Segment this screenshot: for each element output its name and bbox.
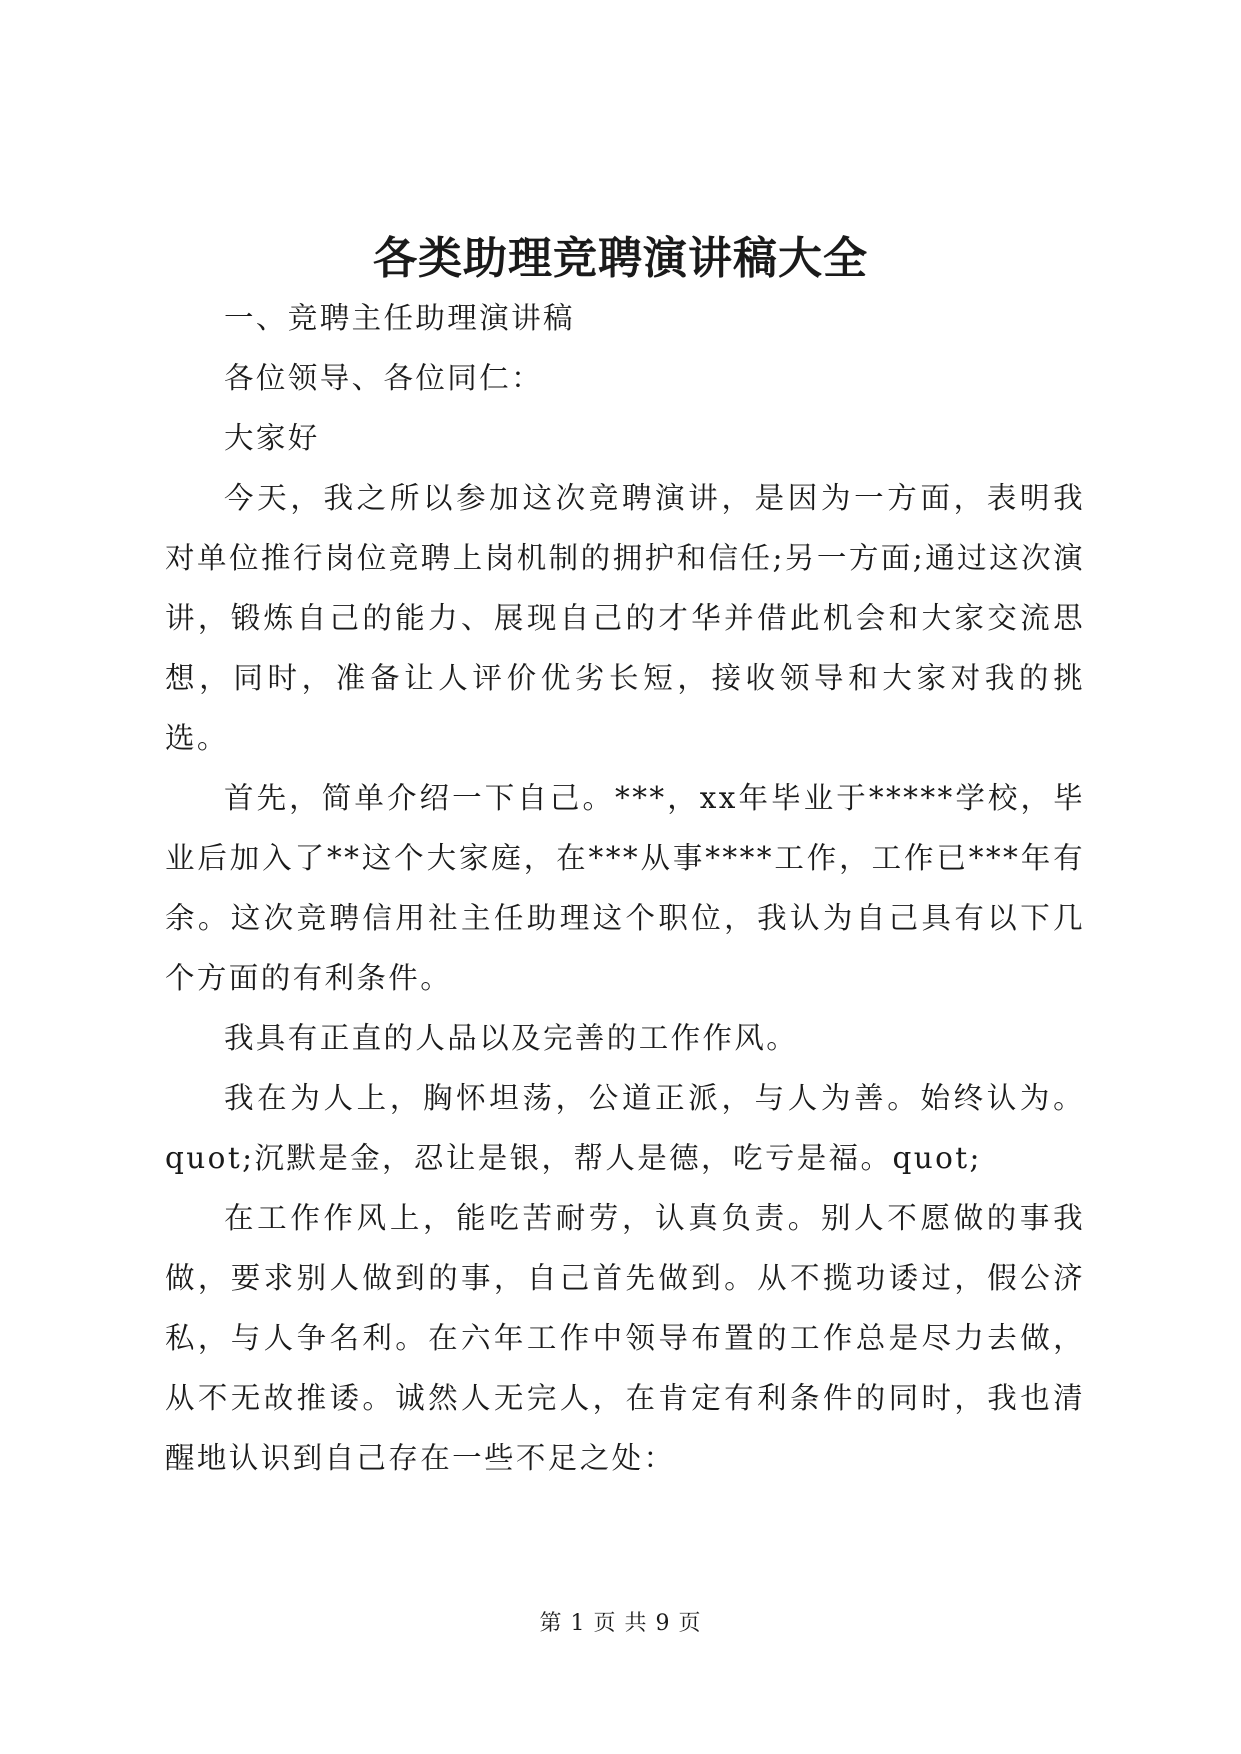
- paragraph: 今天，我之所以参加这次竞聘演讲，是因为一方面，表明我对单位推行岗位竞聘上岗机制的拥护和信任;另一方面;通过这次演讲，锻炼自己的能力、展现自己的才华并借此机会和大家交流思想，同时，准备让人评价优劣长短，接收领导和大家对我的挑选。: [165, 481, 1085, 755]
- salutation: 各位领导、各位同仁：: [224, 361, 544, 395]
- page-indicator: 第 1 页 共 9 页: [539, 1611, 702, 1636]
- paragraph: 首先，简单介绍一下自己。***，xx年毕业于*****学校，毕业后加入了**这个大家庭，在***从事****工作，工作已***年有余。这次竞聘信用社主任助理这个职位，我认为自己具有以下几个方面的有利条件。: [165, 781, 1085, 995]
- paragraph: 我具有正直的人品以及完善的工作作风。: [224, 1021, 799, 1055]
- document-title: 各类助理竞聘演讲稿大全: [373, 233, 868, 284]
- paragraph: 在工作作风上，能吃苦耐劳，认真负责。别人不愿做的事我做，要求别人做到的事，自己首先做到。从不揽功诿过，假公济私，与人争名利。在六年工作中领导布置的工作总是尽力去做，从不无故推诿。诚然人无完人，在肯定有利条件的同时，我也清醒地认识到自己存在一些不足之处：: [165, 1201, 1085, 1475]
- paragraph: 我在为人上，胸怀坦荡，公道正派，与人为善。始终认为。quot;沉默是金，忍让是银，帮人是德，吃亏是福。quot;: [165, 1081, 1085, 1175]
- section-heading: 一、竞聘主任助理演讲稿: [224, 301, 575, 335]
- document-body: [165, 288, 1085, 1488]
- greeting: 大家好: [224, 421, 320, 455]
